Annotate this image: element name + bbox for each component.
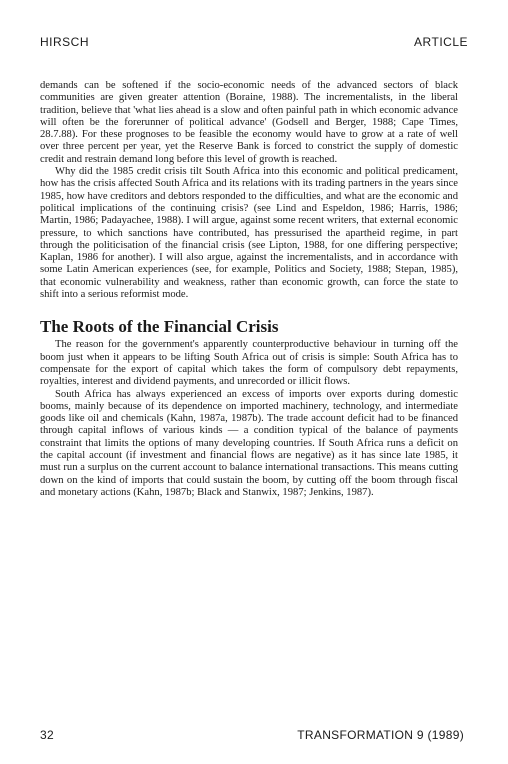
header-author: HIRSCH	[40, 35, 90, 49]
running-header	[40, 35, 468, 49]
paragraph-section-1: The reason for the government's apparently counterproductive behaviour in turning off the boom just when it appears to be lifting South Africa out of crisis is simple: South Africa has to compensate for the export of capital which takes the form of compulsory debt repayments, royalties, interest and dividend payments, and unrecorded or illicit flows.	[40, 339, 458, 388]
page-number: 32	[40, 728, 54, 742]
header-section: ARTICLE	[414, 35, 468, 49]
journal-issue: TRANSFORMATION 9 (1989)	[297, 728, 464, 742]
article-body	[40, 80, 458, 499]
paragraph-intro-1: demands can be softened if the socio-economic needs of the advanced sectors of black communities are given greater attention (Boraine, 1988). The incrementalists, in the liberal tradition, believe that 'what lies ahead is a slow and often painful path in which economic advance will often be the forerunner of political advance' (Godsell and Berger, 1988; Cape Times, 28.7.88). For these prognoses to be feasible the economy would have to grow at a rate of well over three percent per year, yet the Reserve Bank is forced to constrict the supply of domestic credit and restrain demand long before this level of growth is reached.	[40, 80, 458, 165]
paragraph-intro-2: Why did the 1985 credit crisis tilt South Africa into this economic and political predicament, how has the crisis affected South Africa and its relations with its trading partners in the years since 1985, how have creditors and debtors responded to the difficulties, and what are the economic and political implications of the continuing crisis? (see Lind and Espeldon, 1986; Harris, 1986; Martin, 1986; Padayachee, 1988). I will argue, against some recent writers, that external economic pressure, to which sanctions have contributed, has pressurised the apartheid regime, in part through the politicisation of the financial crisis (see Lipton, 1988, for one differing perspective; Kaplan, 1986 for another). I will also argue, against the incrementalists, and in accordance with some Latin American experiences (see, for example, Politics and Society, 1988; Stepan, 1985), that economic vulnerability and weakness, rather than economic growth, can force the state to shift into a serious reformist mode.	[40, 166, 458, 301]
section-heading: The Roots of the Financial Crisis	[40, 317, 279, 337]
paragraph-section-2: South Africa has always experienced an excess of imports over exports during domestic booms, mainly because of its dependence on imported machinery, technology, and intermediate goods like oil and chemicals (Kahn, 1987a, 1987b). The trade account deficit had to be financed through capital inflows of various kinds — a condition typical of the balance of payments constraint that limits the options of many developing countries. If South Africa runs a deficit on the capital account (if investment and financial flows are negative) as it has since late 1985, it must run a surplus on the current account to balance international transactions. This means cutting down on the kind of imports that could sustain the boom, by cutting off the boom through fiscal and monetary actions (Kahn, 1987b; Black and Stanwix, 1987; Jenkins, 1987).	[40, 388, 458, 498]
running-footer	[40, 728, 464, 742]
